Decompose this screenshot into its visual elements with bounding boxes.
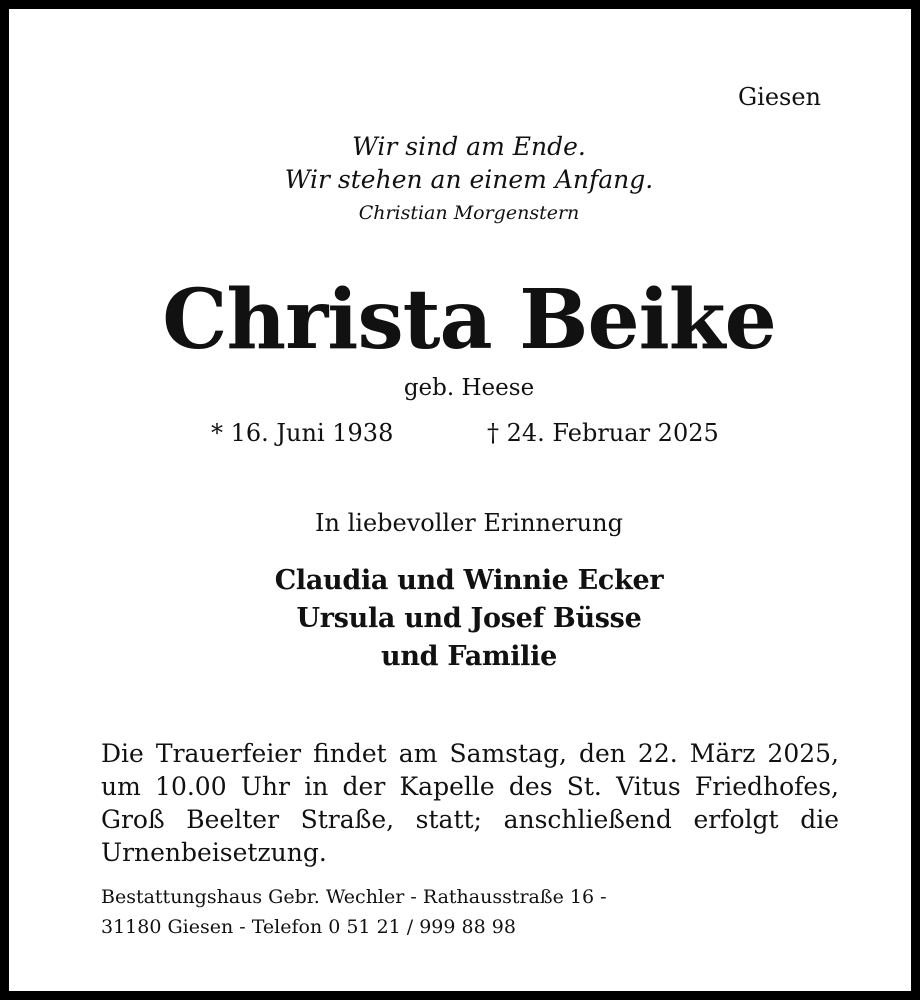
deceased-name: Christa Beike [162,272,776,368]
undertaker-line-2: 31180 Giesen - Telefon 0 51 21 / 999 88 98 [101,916,516,938]
quote-line-2: Wir stehen an einem Anfang. [284,165,654,194]
mourner-line: Claudia und Winnie Ecker [274,565,664,596]
death-date: † 24. Februar 2025 [487,419,719,447]
place-name: Giesen [737,83,821,111]
undertaker-line-1: Bestattungshaus Gebr. Wechler - Rathausstraße 16 - [101,886,607,908]
memory-line: In liebevoller Erinnerung [315,509,623,537]
birth-date: * 16. Juni 1938 [211,419,394,447]
quote-author: Christian Morgenstern [358,202,580,224]
mourner-line: Ursula und Josef Büsse [296,603,642,634]
mourner-line: und Familie [381,641,557,672]
undertaker-info [101,882,607,942]
funeral-details: Die Trauerfeier findet am Samstag, den 22. März 2025, um 10.00 Uhr in der Kapelle des St. Vitus Friedhofes, Groß Beelter Straße, statt; anschließend erfolgt die Urnenbeisetzung. [101,739,839,867]
birth-name: geb. Heese [403,375,535,401]
quote-line-1: Wir sind am Ende. [352,132,586,161]
mourners-list [9,562,920,676]
